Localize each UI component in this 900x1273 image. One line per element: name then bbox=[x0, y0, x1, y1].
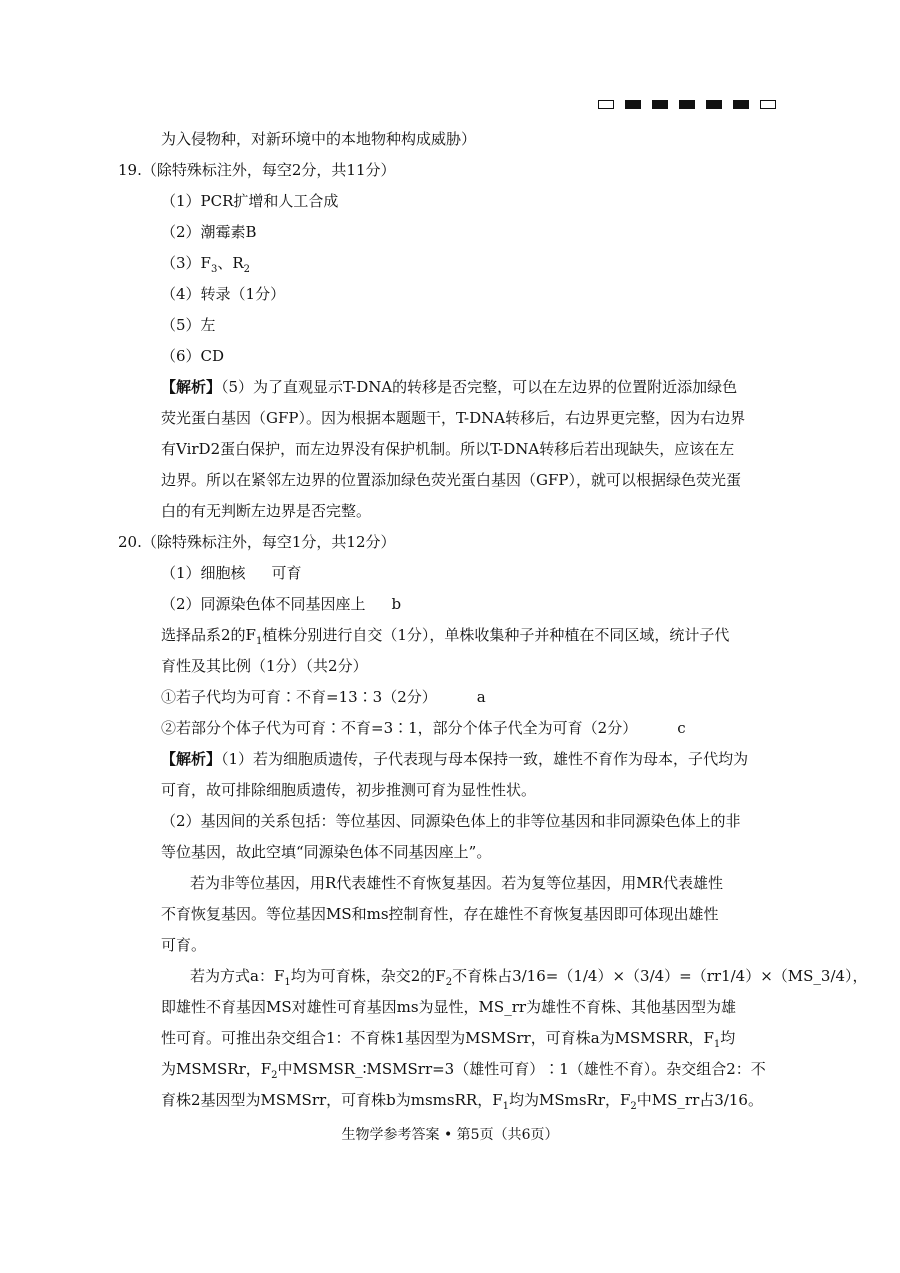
explanation-line: 有VirD2蛋白保护，而左边界没有保护机制。所以T-DNA转移后若出现缺失，应该在左 bbox=[161, 440, 735, 458]
header-marks bbox=[598, 100, 776, 109]
page-footer: 生物学参考答案 • 第5页（共6页） bbox=[341, 1127, 559, 1143]
question-19-heading: 19.（除特殊标注外，每空2分，共11分） bbox=[118, 161, 396, 179]
explanation-line: 性可育。可推出杂交组合1：不育株1基因型为MSMSrr，可育株a为MSMSRR，$F_1$均 bbox=[161, 1029, 736, 1050]
explanation-tag: 【解析】 bbox=[161, 378, 222, 396]
explanation-line: 可育。 bbox=[161, 936, 207, 954]
header-mark bbox=[760, 100, 776, 109]
header-mark bbox=[652, 100, 668, 109]
explanation-line: 【解析】（5）为了直观显示T-DNA的转移是否完整，可以在左边界的位置附近添加绿色 bbox=[161, 378, 738, 396]
explanation-line: 等位基因，故此空填“同源染色体不同基因座上”。 bbox=[161, 843, 492, 861]
explanation-line: 可育，故可排除细胞质遗传，初步推测可育为显性性状。 bbox=[161, 781, 537, 799]
explanation-line: 荧光蛋白基因（GFP）。因为根据本题题干，T-DNA转移后，右边界更完整，因为右边界 bbox=[161, 409, 746, 427]
explanation-line: （2）基因间的关系包括：等位基因、同源染色体上的非等位基因和非同源染色体上的非 bbox=[161, 812, 741, 830]
answer-content bbox=[118, 124, 868, 1116]
explanation-line: 边界。所以在紧邻左边界的位置添加绿色荧光蛋白基因（GFP），就可以根据绿色荧光蛋 bbox=[161, 471, 741, 489]
explanation-tag: 【解析】 bbox=[161, 750, 222, 768]
answer-line: （6）CD bbox=[161, 347, 225, 365]
explanation-line: 若为非等位基因，用R代表雄性不育恢复基因。若为复等位基因，用MR代表雄性 bbox=[190, 874, 723, 892]
explanation-line: 【解析】（1）若为细胞质遗传，子代表现与母本保持一致，雄性不育作为母本，子代均为 bbox=[161, 750, 749, 768]
header-mark bbox=[679, 100, 695, 109]
header-mark bbox=[706, 100, 722, 109]
answer-line: （4）转录（1分） bbox=[161, 285, 286, 303]
answer-line: （2）潮霉素B bbox=[161, 223, 257, 241]
header-mark bbox=[598, 100, 614, 109]
answer-line: 育性及其比例（1分）（共2分） bbox=[161, 657, 368, 675]
answer-line: 选择品系2的$F_1$植株分别进行自交（1分），单株收集种子并种植在不同区域，统计子代 bbox=[161, 626, 730, 647]
answer-line: （5）左 bbox=[161, 316, 216, 334]
explanation-line: 不育恢复基因。等位基因MS和ms控制育性，存在雄性不育恢复基因即可体现出雄性 bbox=[161, 905, 719, 923]
answer-line: （1）PCR扩增和人工合成 bbox=[161, 192, 339, 210]
explanation-line: 白的有无判断左边界是否完整。 bbox=[161, 502, 372, 520]
explanation-line: 为MSMSRr，$F_2$中MSMSR_∶MSMSrr=3（雄性可育）∶1（雄性不育）。杂交组合2：不 bbox=[161, 1060, 766, 1081]
question-20-heading: 20.（除特殊标注外，每空1分，共12分） bbox=[118, 533, 396, 551]
answer-line: $(3)F_3$、$R_2$ bbox=[161, 254, 250, 275]
answer-line: （2）同源染色体不同基因座上 b bbox=[161, 595, 402, 613]
header-mark bbox=[625, 100, 641, 109]
answer-line: ①若子代均为可育∶不育=13∶3（2分） a bbox=[161, 688, 486, 706]
explanation-line: 若为方式a：$F_1$均为可育株，杂交2的$F_2$不育株占3/16=（1/4）×（3/4）=（rr1/4）×（MS_3/4）， bbox=[190, 967, 868, 988]
answer-line: （1）细胞核 可育 bbox=[161, 564, 302, 582]
explanation-line: 育株2基因型为MSMSrr，可育株b为msmsRR，$F_1$均为MSmsRr，$F_2$中MS_rr占3/16。 bbox=[161, 1091, 763, 1112]
header-mark bbox=[733, 100, 749, 109]
text-line: 为入侵物种，对新环境中的本地物种构成威胁） bbox=[161, 130, 477, 148]
explanation-line: 即雄性不育基因MS对雄性可育基因ms为显性，MS_rr为雄性不育株、其他基因型为雄 bbox=[161, 998, 737, 1016]
answer-line: ②若部分个体子代为可育∶不育=3∶1，部分个体子代全为可育（2分） c bbox=[161, 719, 686, 737]
